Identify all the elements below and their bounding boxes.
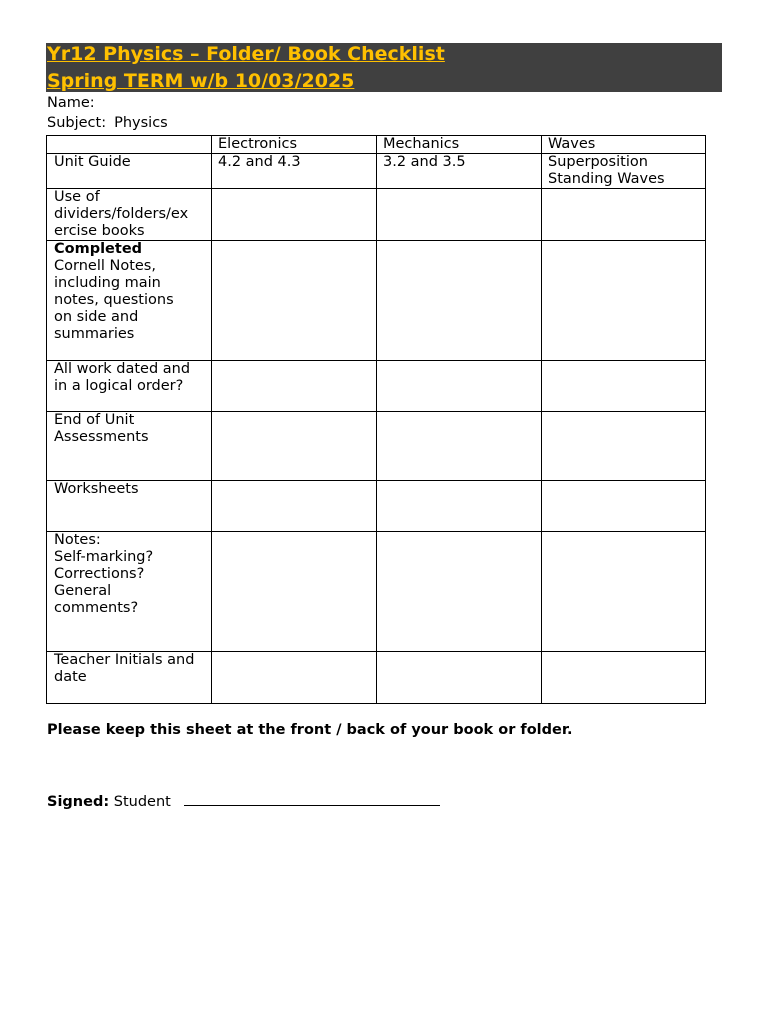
check-cell-electronics[interactable] xyxy=(212,652,377,704)
row-label-line: Notes: xyxy=(54,532,101,548)
unit-guide-waves-line2: Standing Waves xyxy=(548,171,665,187)
row-label-dated xyxy=(47,361,212,412)
row-label-line: Corrections? xyxy=(54,566,145,582)
table-row-notes xyxy=(47,532,706,652)
table-row-assessments xyxy=(47,412,706,481)
row-label-line: on side and xyxy=(54,309,139,325)
document-subtitle: Spring TERM w/b 10/03/2025 xyxy=(47,70,355,92)
row-label-unit-guide: Unit Guide xyxy=(47,154,212,189)
check-cell-mechanics[interactable] xyxy=(377,361,542,412)
row-label-line: Use of xyxy=(54,189,100,205)
unit-guide-waves-line1: Superposition xyxy=(548,154,648,170)
row-label-dividers xyxy=(47,189,212,241)
row-label-line: in a logical order? xyxy=(54,378,184,394)
table-row-cornell-notes xyxy=(47,241,706,361)
row-label-line: General xyxy=(54,583,112,599)
row-label-line: All work dated and xyxy=(54,361,191,377)
check-cell-waves[interactable] xyxy=(542,532,706,652)
name-field[interactable] xyxy=(47,95,95,112)
unit-guide-electronics: 4.2 and 4.3 xyxy=(212,154,377,189)
check-cell-mechanics[interactable] xyxy=(377,412,542,481)
check-cell-electronics[interactable] xyxy=(212,412,377,481)
row-label-line: Teacher Initials and xyxy=(54,652,195,668)
column-header-mechanics: Mechanics xyxy=(377,136,542,154)
row-label-line: including main xyxy=(54,275,161,291)
table-row-worksheets xyxy=(47,481,706,532)
row-label-line: date xyxy=(54,669,87,685)
column-header-electronics: Electronics xyxy=(212,136,377,154)
column-header-waves: Waves xyxy=(542,136,706,154)
check-cell-waves[interactable] xyxy=(542,481,706,532)
table-row-dividers xyxy=(47,189,706,241)
row-label-assessments xyxy=(47,412,212,481)
check-cell-mechanics[interactable] xyxy=(377,241,542,361)
row-label-line: End of Unit xyxy=(54,412,135,428)
check-cell-waves[interactable] xyxy=(542,361,706,412)
document-title: Yr12 Physics – Folder/ Book Checklist xyxy=(47,43,445,65)
check-cell-mechanics[interactable] xyxy=(377,481,542,532)
unit-guide-mechanics: 3.2 and 3.5 xyxy=(377,154,542,189)
signed-label: Signed: xyxy=(47,794,110,810)
unit-guide-waves xyxy=(542,154,706,189)
student-signature-field[interactable] xyxy=(184,791,440,806)
row-label-line: Cornell Notes, xyxy=(54,258,156,274)
student-label: Student xyxy=(113,794,171,810)
check-cell-waves[interactable] xyxy=(542,412,706,481)
row-label-line: notes, questions xyxy=(54,292,174,308)
checklist-table xyxy=(46,135,706,704)
row-label-teacher-initials xyxy=(47,652,212,704)
row-label-line: Assessments xyxy=(54,429,149,445)
row-label-line: dividers/folders/ex xyxy=(54,206,189,222)
check-cell-electronics[interactable] xyxy=(212,361,377,412)
instruction-note: Please keep this sheet at the front / back of your book or folder. xyxy=(47,722,573,738)
row-label-notes xyxy=(47,532,212,652)
check-cell-mechanics[interactable] xyxy=(377,652,542,704)
table-row-dated xyxy=(47,361,706,412)
row-label-line: ercise books xyxy=(54,223,145,239)
check-cell-electronics[interactable] xyxy=(212,189,377,241)
name-label: Name: xyxy=(47,95,95,111)
check-cell-waves[interactable] xyxy=(542,241,706,361)
check-cell-mechanics[interactable] xyxy=(377,532,542,652)
table-row-unit-guide xyxy=(47,154,706,189)
check-cell-electronics[interactable] xyxy=(212,241,377,361)
check-cell-waves[interactable] xyxy=(542,652,706,704)
row-label-line: comments? xyxy=(54,600,139,616)
row-label-cornell-notes xyxy=(47,241,212,361)
check-cell-electronics[interactable] xyxy=(212,481,377,532)
row-label-line: Worksheets xyxy=(54,481,139,497)
row-label-line: summaries xyxy=(54,326,135,342)
row-label-bold-word: Completed xyxy=(54,241,143,257)
check-cell-waves[interactable] xyxy=(542,189,706,241)
check-cell-mechanics[interactable] xyxy=(377,189,542,241)
table-header-row xyxy=(47,136,706,154)
table-row-teacher-initials xyxy=(47,652,706,704)
row-label-worksheets xyxy=(47,481,212,532)
check-cell-electronics[interactable] xyxy=(212,532,377,652)
subject-value: Physics xyxy=(114,115,168,131)
subject-field xyxy=(47,115,168,132)
header-cell-empty xyxy=(47,136,212,154)
signature-line xyxy=(47,791,440,811)
row-label-line: Self-marking? xyxy=(54,549,154,565)
subject-label: Subject: xyxy=(47,115,107,131)
